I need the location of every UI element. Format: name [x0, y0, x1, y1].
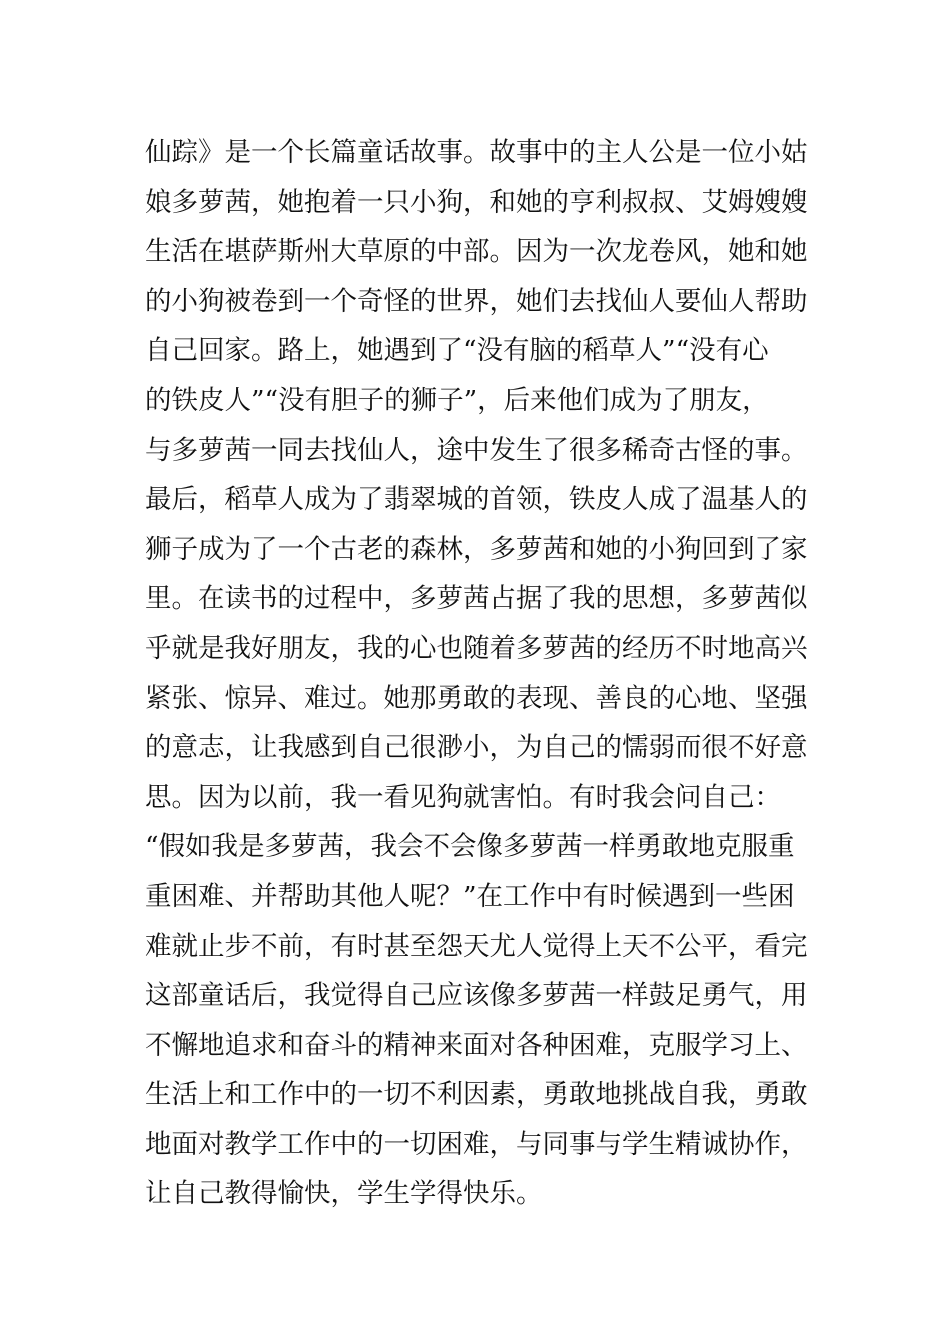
text-line: 乎就是我好朋友，我的心也随着多萝茜的经历不时地高兴: [145, 632, 808, 664]
text-line: 娘多萝茜，她抱着一只小狗，和她的亨利叔叔、艾姆嫂嫂: [145, 186, 808, 218]
body-paragraph: [145, 128, 810, 1219]
text-line: 最后，稻草人成为了翡翠城的首领，铁皮人成了温基人的: [145, 484, 808, 516]
text-line: 地面对教学工作中的一切困难，与同事与学生精诚协作，: [145, 1128, 808, 1160]
text-line: 自己回家。路上，她遇到了“没有脑的稻草人”“没有心: [145, 335, 769, 367]
text-line: 的铁皮人”“没有胆子的狮子”，后来他们成为了朋友，: [145, 384, 769, 416]
text-line: 难就止步不前，有时甚至怨天尤人觉得上天不公平，看完: [145, 930, 808, 962]
text-line: 里。在读书的过程中，多萝茜占据了我的思想，多萝茜似: [145, 583, 808, 615]
text-line: 与多萝茜一同去找仙人，途中发生了很多稀奇古怪的事。: [145, 434, 808, 466]
text-line: 不懈地追求和奋斗的精神来面对各种困难，克服学习上、: [145, 1029, 808, 1061]
text-line: 的小狗被卷到一个奇怪的世界，她们去找仙人要仙人帮助: [145, 285, 808, 317]
text-line: 思。因为以前，我一看见狗就害怕。有时我会问自己：: [145, 781, 781, 813]
text-line: 狮子成为了一个古老的森林，多萝茜和她的小狗回到了家: [145, 533, 808, 565]
text-line: 生活上和工作中的一切不利因素，勇敢地挑战自我，勇敢: [145, 1079, 808, 1111]
text-line: 仙踪》是一个长篇童话故事。故事中的主人公是一位小姑: [145, 137, 808, 168]
text-line: 重困难、并帮助其他人呢？”在工作中有时候遇到一些困: [145, 880, 795, 912]
text-line: 的意志，让我感到自己很渺小，为自己的懦弱而很不好意: [145, 732, 808, 764]
text-line: 让自己教得愉快，学生学得快乐。: [145, 1178, 543, 1210]
text-line: “假如我是多萝茜，我会不会像多萝茜一样勇敢地克服重: [145, 831, 795, 863]
text-line: 紧张、惊异、难过。她那勇敢的表现、善良的心地、坚强: [145, 682, 808, 714]
text-line: 这部童话后，我觉得自己应该像多萝茜一样鼓足勇气，用: [145, 980, 808, 1012]
text-line: 生活在堪萨斯州大草原的中部。因为一次龙卷风，她和她: [145, 236, 808, 268]
